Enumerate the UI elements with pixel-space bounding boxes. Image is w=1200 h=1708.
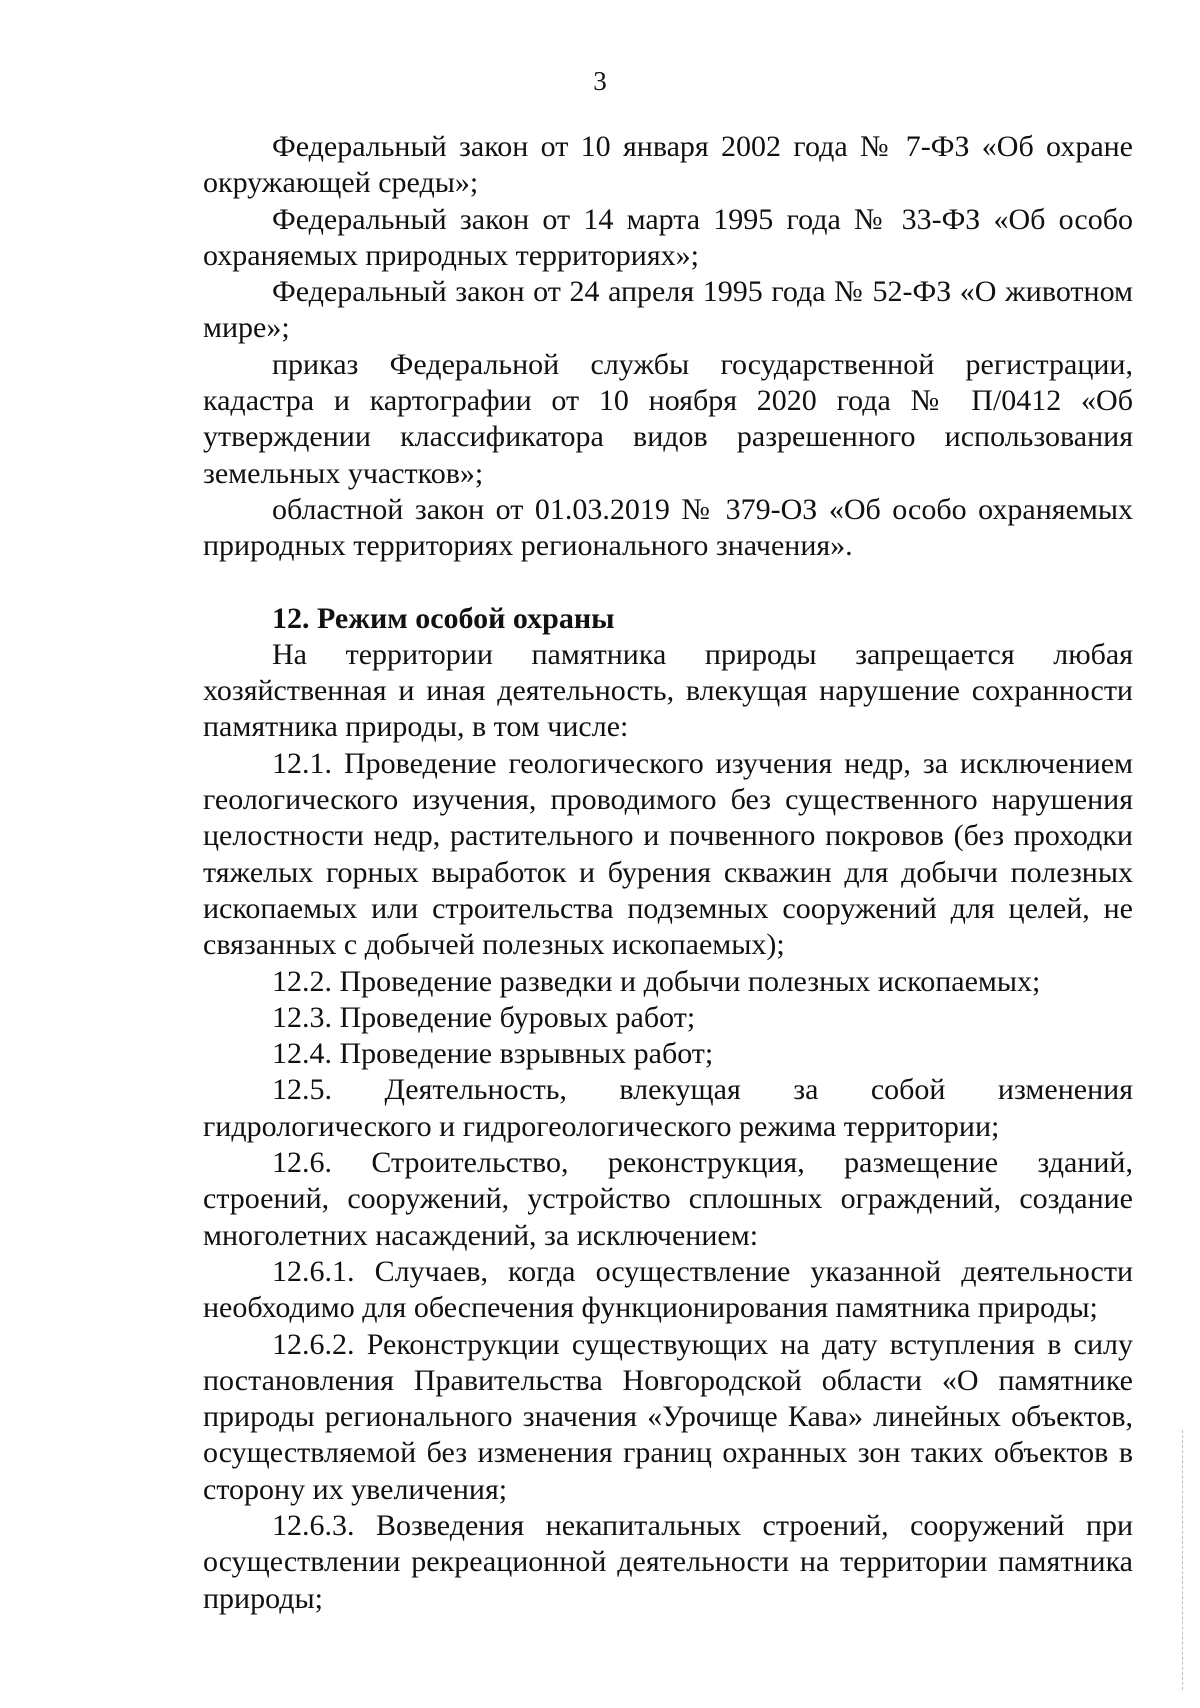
section-item: 12.4. Проведение взрывных работ; — [272, 1037, 714, 1071]
legal-reference-paragraph: Федеральный закон от 10 января 2002 года № 7-ФЗ «Об охране окружающей среды»; — [203, 130, 1133, 200]
page-number: 3 — [593, 66, 607, 96]
section-item: 12.3. Проведение буровых работ; — [272, 1000, 696, 1034]
section-item: 12.5. Деятельность, влекущая за собой изменения гидрологического и гидрогеологического режима территории; — [203, 1073, 1133, 1143]
document-body — [203, 129, 1133, 1617]
section-heading: 12. Режим особой охраны — [272, 601, 615, 635]
section-item: 12.6.2. Реконструкции существующих на дату вступления в силу постановления Правительства Новгородской области «О памятнике природы регионального значения «Урочище Кава» линейных объектов, осуществляемой без изменения границ охранных зон таких объектов в сторону их увеличения; — [203, 1327, 1133, 1506]
legal-reference-paragraph: областной закон от 01.03.2019 № 379-ОЗ «Об особо охраняемых природных территориях регионального значения». — [203, 492, 1133, 563]
section-item: 12.6.3. Возведения некапитальных строений, сооружений при осуществлении рекреационной деятельности на территории памятника природы; — [203, 1508, 1133, 1615]
section-item: 12.6. Строительство, реконструкция, размещение зданий, строений, сооружений, устройство сплошных ограждений, создание многолетних насаждений, за исключением: — [203, 1146, 1133, 1252]
legal-reference-paragraph: Федеральный закон от 14 марта 1995 года № 33-ФЗ «Об особо охраняемых природных территориях»; — [203, 202, 1133, 272]
section-item: 12.2. Проведение разведки и добычи полезных ископаемых; — [272, 964, 1041, 998]
section-intro-paragraph: На территории памятника природы запрещается любая хозяйственная и иная деятельность, влекущая нарушение сохранности памятника природы, в том числе: — [203, 637, 1133, 744]
scan-edge-mark — [1182, 1430, 1183, 1690]
section-item: 12.1. Проведение геологического изучения недр, за исключением геологического изучения, проводимого без существенного нарушения целостности недр, растительного и почвенного покровов (без проходки тяжелых горных выработок и бурения скважин для добычи полезных ископаемых или строительства подземных сооружений для целей, не связанных с добычей полезных ископаемых); — [203, 746, 1133, 962]
legal-reference-paragraph: Федеральный закон от 24 апреля 1995 года № 52-ФЗ «О животном мире»; — [203, 275, 1133, 345]
section-item: 12.6.1. Случаев, когда осуществление указанной деятельности необходимо для обеспечения функционирования памятника природы; — [203, 1254, 1133, 1325]
legal-reference-paragraph: приказ Федеральной службы государственной регистрации, кадастра и картографии от 10 ноября 2020 года № П/0412 «Об утверждении классификатора видов разрешенного использования земельных участков»; — [203, 347, 1133, 490]
